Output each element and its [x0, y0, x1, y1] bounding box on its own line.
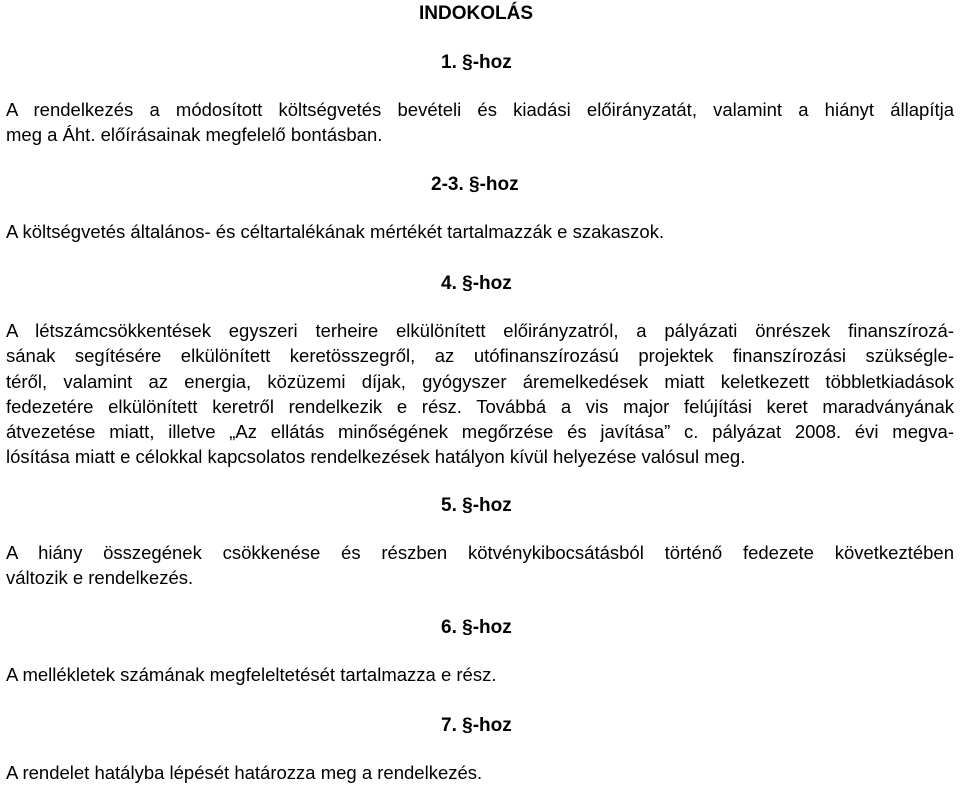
section-paragraph-7: [6, 760, 954, 785]
section-paragraph-4: [6, 318, 954, 470]
paragraph-line: átvezetése miatt, illetve „Az ellátás minőségének megőrzése és javítása” c. pályázat 2008. évi megva-: [6, 421, 954, 443]
section-paragraph-5: [6, 540, 954, 591]
paragraph-line: meg a Áht. előírásainak megfelelő bontásban.: [6, 124, 383, 146]
paragraph-line: A mellékletek számának megfeleltetését tartalmazza e rész.: [6, 664, 497, 685]
section-heading-1: 1. §-hoz: [441, 52, 512, 73]
section-heading-7: 7. §-hoz: [441, 715, 512, 736]
paragraph-line: lósítása miatt e célokkal kapcsolatos rendelkezések hatályon kívül helyezése valósul meg.: [6, 446, 746, 468]
section-heading-2-3: 2-3. §-hoz: [431, 174, 519, 195]
section-paragraph-2-3: [6, 219, 954, 244]
paragraph-line: változik e rendelkezés.: [6, 567, 194, 589]
paragraph-line: A hiány összegének csökkenése és részben kötvénykibocsátásból történő fedezete következtében: [6, 542, 954, 563]
paragraph-line: A rendelkezés a módosított költségvetés bevételi és kiadási előirányzatát, valamint a hiányt állapítja: [6, 99, 954, 120]
section-heading-5: 5. §-hoz: [441, 495, 512, 516]
section-paragraph-6: [6, 662, 954, 687]
section-heading-6: 6. §-hoz: [441, 617, 512, 638]
paragraph-line: A rendelet hatályba lépését határozza meg a rendelkezés.: [6, 762, 483, 783]
paragraph-line: fedezetére elkülönített keretről rendelkezik e rész. Továbbá a vis major felújítási keret maradványának: [6, 395, 954, 417]
paragraph-line: A létszámcsökkentések egyszeri terheire elkülönített előirányzatról, a pályázati önrészek finanszírozá-: [6, 320, 954, 341]
paragraph-line: sának segítésére elkülönített keretösszegről, az utófinanszírozású projektek finanszírozási szükségle-: [6, 345, 954, 367]
section-paragraph-1: [6, 97, 954, 148]
paragraph-line: A költségvetés általános- és céltartalékának mértékét tartalmazzák e szakaszok.: [6, 221, 665, 242]
paragraph-line: téről, valamint az energia, közüzemi díjak, gyógyszer áremelkedések miatt keletkezett többletkiadások: [6, 370, 954, 392]
document-title: INDOKOLÁS: [419, 3, 533, 24]
section-heading-4: 4. §-hoz: [441, 273, 512, 294]
